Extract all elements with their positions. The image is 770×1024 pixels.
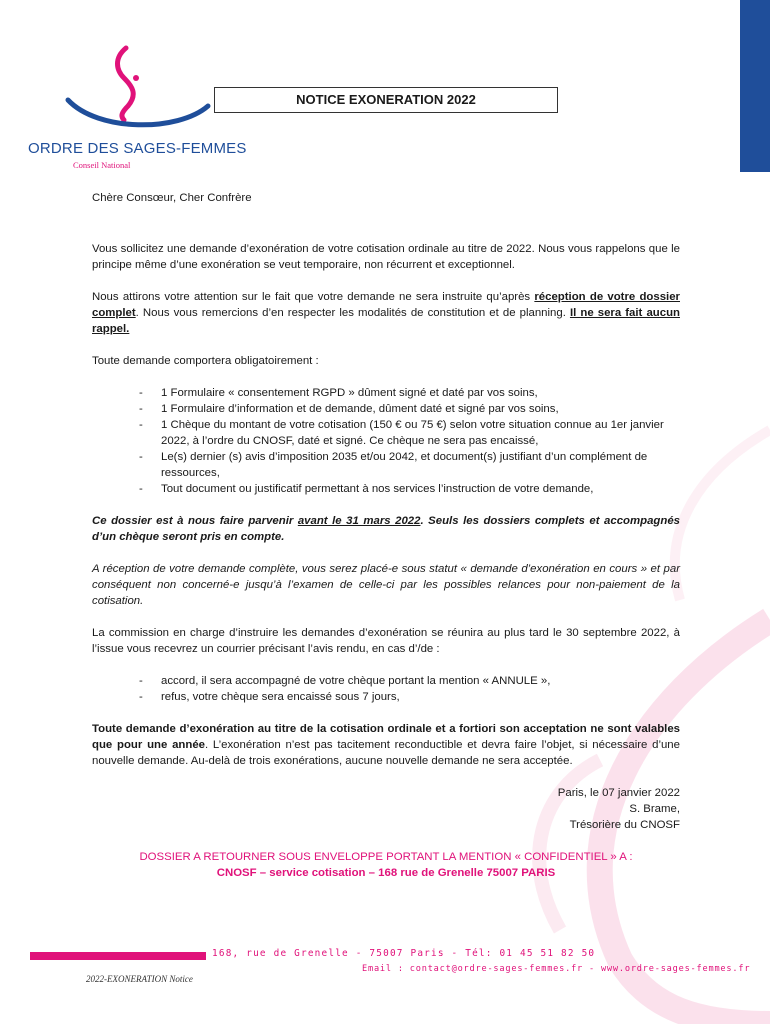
return-notice-line1: DOSSIER A RETOURNER SOUS ENVELOPPE PORTANT LA MENTION « CONFIDENTIEL » A : — [139, 851, 633, 863]
greeting: Chère Consœur, Cher Confrère — [92, 192, 252, 204]
list-item: - accord, il sera accompagné de votre chèque portant la mention « ANNULE », — [139, 675, 551, 687]
signature-block — [92, 785, 680, 833]
list-item: - 1 Formulaire « consentement RGPD » dûment signé et daté par vos soins, — [139, 387, 538, 399]
decision-list — [92, 673, 680, 705]
paragraph-commission: La commission en charge d’instruire les demandes d’exonération se réunira au plus tard le 30 septembre 2022, à l’issue vous recevrez un courrier précisant l’avis rendu, en cas d’/de : — [92, 627, 680, 655]
emphasis-complete-file: réception de votre dossier complet — [92, 291, 680, 319]
list-item: - 1 Chèque du montant de votre cotisation (150 € ou 75 €) selon votre situation connue au 1er janvier 2022, à l’ordre du CNOSF, daté et signé. Ce chèque ne sera pas encaissé, — [139, 419, 664, 447]
list-item: - Le(s) dernier (s) avis d’imposition 2035 et/ou 2042, et document(s) justifiant d’un complément de ressources, — [139, 451, 648, 479]
signature-role: Trésorière du CNOSF — [569, 819, 680, 831]
logo — [28, 40, 247, 175]
paragraph-validity: Toute demande d’exonération au titre de la cotisation ordinale et a fortiori son acceptation ne sont valables que pour une année. L’exonération n’est pas tacitement reconductible et devra faire l’objet, si nécessaire d’une nouvelle demande. Au-delà de trois exonérations, aucune nouvelle demande ne sera acceptée. — [92, 723, 680, 767]
paragraph-status: A réception de votre demande complète, vous serez placé-e sous statut « demande d’exonération en cours » et par conséquent non concerné-e jusqu’à l’examen de celle-ci par les possibles relances pour non-paiement de la cotisation. — [92, 563, 680, 607]
required-documents-list — [92, 385, 680, 497]
paragraph-attention — [92, 289, 680, 337]
letter-body — [92, 190, 680, 881]
footer-address: 168, rue de Grenelle - 75007 Paris - Tél: 01 45 51 82 50 — [212, 948, 596, 959]
logo-name: ORDRE DES SAGES-FEMMES — [28, 140, 247, 157]
text: . Nous vous remercions d’en respecter les modalités de constitution et de planning. — [135, 307, 570, 319]
validity-emphasis: Toute demande d’exonération au titre de la cotisation ordinale et a fortiori son acceptation ne sont valables que pour une année — [92, 723, 680, 751]
list-item: - refus, votre chèque sera encaissé sous 7 jours, — [139, 691, 400, 703]
signature-place-date: Paris, le 07 janvier 2022 — [557, 787, 680, 799]
paragraph-deadline: Ce dossier est à nous faire parvenir avant le 31 mars 2022. Seuls les dossiers complets et accompagnés d’un chèque seront pris en compte. — [92, 515, 681, 543]
emphasis-no-reminder: Il ne sera fait aucun rappel. — [92, 307, 680, 335]
signature-name: S. Brame, — [629, 803, 680, 815]
document-reference: 2022-EXONERATION Notice — [86, 974, 193, 984]
logo-subtitle: Conseil National — [73, 160, 131, 170]
return-notice — [92, 849, 680, 881]
paragraph-requirements: Toute demande comportera obligatoirement : — [92, 355, 319, 367]
return-address: CNOSF – service cotisation – 168 rue de Grenelle 75007 PARIS — [216, 867, 556, 879]
deadline-date: avant le 31 mars 2022 — [297, 515, 421, 527]
logo-emblem-icon — [58, 40, 228, 140]
text: Nous attirons votre attention sur le fait que votre demande ne sera instruite qu’après — [92, 291, 535, 303]
list-item: - 1 Formulaire d’information et de demande, dûment daté et signé par vos soins, — [139, 403, 559, 415]
footer-contact: Email : contact@ordre-sages-femmes.fr - www.ordre-sages-femmes.fr — [362, 964, 751, 974]
document-title: NOTICE EXONERATION 2022 — [214, 87, 558, 113]
footer-accent-bar — [30, 952, 206, 960]
list-item: - Tout document ou justificatif permettant à nos services l’instruction de votre demande, — [139, 483, 594, 495]
paragraph-intro: Vous sollicitez une demande d’exonération de votre cotisation ordinale au titre de 2022. Nous vous rappelons que le principe même d’une exonération se veut temporaire, non récurrent et exceptionnel. — [92, 243, 680, 271]
